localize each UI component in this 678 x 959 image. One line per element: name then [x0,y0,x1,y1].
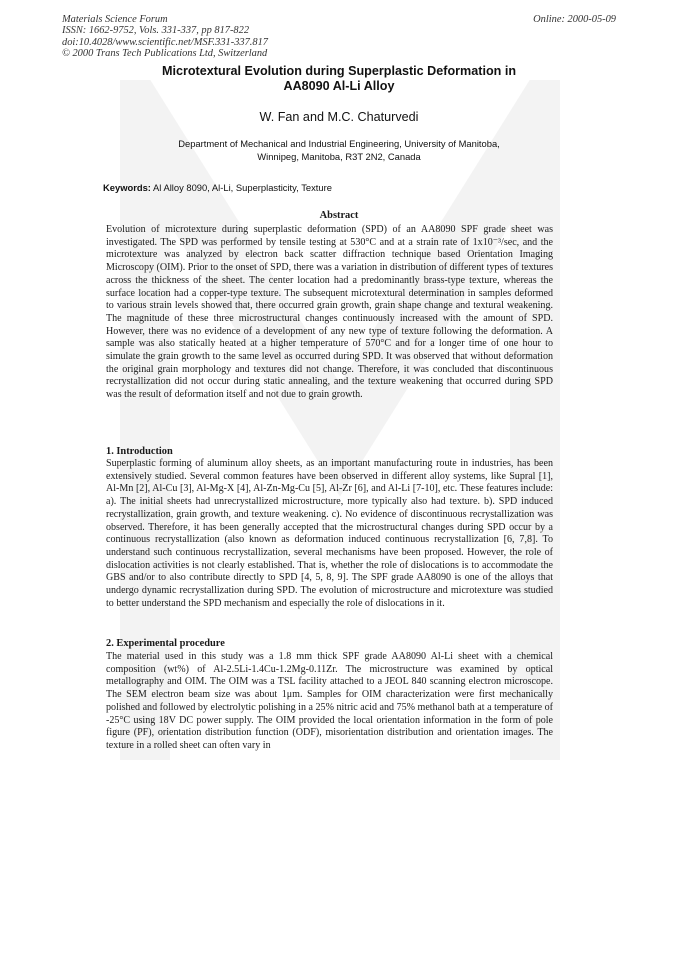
doi-line: doi:10.4028/www.scientific.net/MSF.331-337.817 [62,36,268,48]
affiliation-line-2: Winnipeg, Manitoba, R3T 2N2, Canada [257,150,421,162]
abstract-text: Evolution of microtexture during superplastic deformation (SPD) of an AA8090 SPF grade sheet was investigated. The SPD was performed by tensile testing at 530°C and at a strain rate of 1x10⁻³/sec, and the microtexture was analyzed by electron back scatter diffraction technique based Orientation Imaging Microscopy (OIM). Prior to the onset of SPD, there was a variation in distribution of different types of textures across the thickness of the sheet. The center location had a predominantly brass-type texture, whereas the surface location had a copper-type texture. The subsequent microtextural determination in samples deformed to various strain levels showed that, there occurred grain growth, grain shape change and textural weakening. The magnitude of these three microstructural changes continuously increased with the amount of SPD. However, there was no evidence of a development of any new type of texture following the deformation. A sample was also statically heated at a higher temperature of 570°C and for a longer time of one hour to simulate the grain growth to the same level as occurred during SPD. It was observed that without deformation the original grain morphology and textures did not change. Therefore, it was concluded that discontinuous recrystallization did not occur during static annealing, and the texture weakening that occurred during SPD was the result of deformation itself and not due to grain growth. [106,224,553,401]
journal-name: Materials Science Forum [62,14,168,25]
online-date: Online: 2000-05-09 [533,14,616,25]
abstract-body [106,224,553,402]
title-line-2: AA8090 Al-Li Alloy [283,78,395,93]
affiliation [60,138,618,163]
keywords-label: Keywords: [103,182,151,193]
abstract-heading: Abstract [319,210,359,221]
keywords [103,182,332,193]
experimental-heading: 2. Experimental procedure [106,638,225,649]
keywords-list: Al Alloy 8090, Al-Li, Superplasticity, Texture [153,182,332,193]
paper-title [60,64,618,93]
introduction-heading: 1. Introduction [106,446,173,457]
affiliation-line-1: Department of Mechanical and Industrial Engineering, University of Manitoba, [178,138,500,149]
issn-line: ISSN: 1662-9752, Vols. 331-337, pp 817-822 [62,25,250,37]
journal-header [62,14,268,60]
title-line-1: Microtextural Evolution during Superplastic Deformation in [161,64,517,78]
introduction-body [106,458,553,610]
experimental-text: The material used in this study was a 1.8 mm thick SPF grade AA8090 Al-Li sheet with a chemical composition (wt%) of Al-2.5Li-1.4Cu-1.2Mg-0.11Zr. The microstructure was examined by optical metallography and OIM. The OIM was a TSL facility attached to a JEOL 840 scanning electron microscope. The SEM electron beam size was about 1μm. Samples for OIM characterization were first mechanically polished and followed by electrolytic polishing in a 25% nitric acid and 75% methanol bath at a temperature of -25°C using 18V DC power supply. The OIM provided the local orientation information in the form of pole figure (PF), orientation distribution function (ODF), misorientation distribution and orientation images. The texture in a rolled sheet can often vary in [106,651,553,751]
authors: W. Fan and M.C. Chaturvedi [259,110,419,124]
introduction-text: Superplastic forming of aluminum alloy sheets, as an important manufacturing route in industries, has been extensively studied. Several common features have been observed in different alloy systems, like Supral [1], Al-Mn [2], Al-Cu [3], Al-Mg-X [4], Al-Zn-Mg-Cu [5], Al-Zr [6], and Al-Li [7-10], etc. These features include: a). The initial sheets had unrecrystallized microstructure, more typically also had texture. b). SPD induced recrystallization, grain growth, and texture weakening. c). No evidence of discontinuous recrystallization was observed. Therefore, it has been generally accepted that the microstructural changes during SPD occur by a continuous recrystallization (also known as deformation induced continuous recrystallization [6, 7,8]. To understand such continuous recrystallization, several mechanisms have been proposed. However, the role of dislocation activities is not clearly established. That is, whether the role of dislocations is to accommodate the GBS and/or to also contribute directly to SPD [4, 5, 8, 9]. The SPF grade AA8090 is one of the alloys that undergo dynamic recrystallization during SPD. The evolution of microstructure and microtexture was studied to better understand the SPD mechanism and especially the role of dislocations in it. [106,458,553,609]
experimental-body [106,651,553,753]
copyright-line: © 2000 Trans Tech Publications Ltd, Switzerland [62,48,268,60]
